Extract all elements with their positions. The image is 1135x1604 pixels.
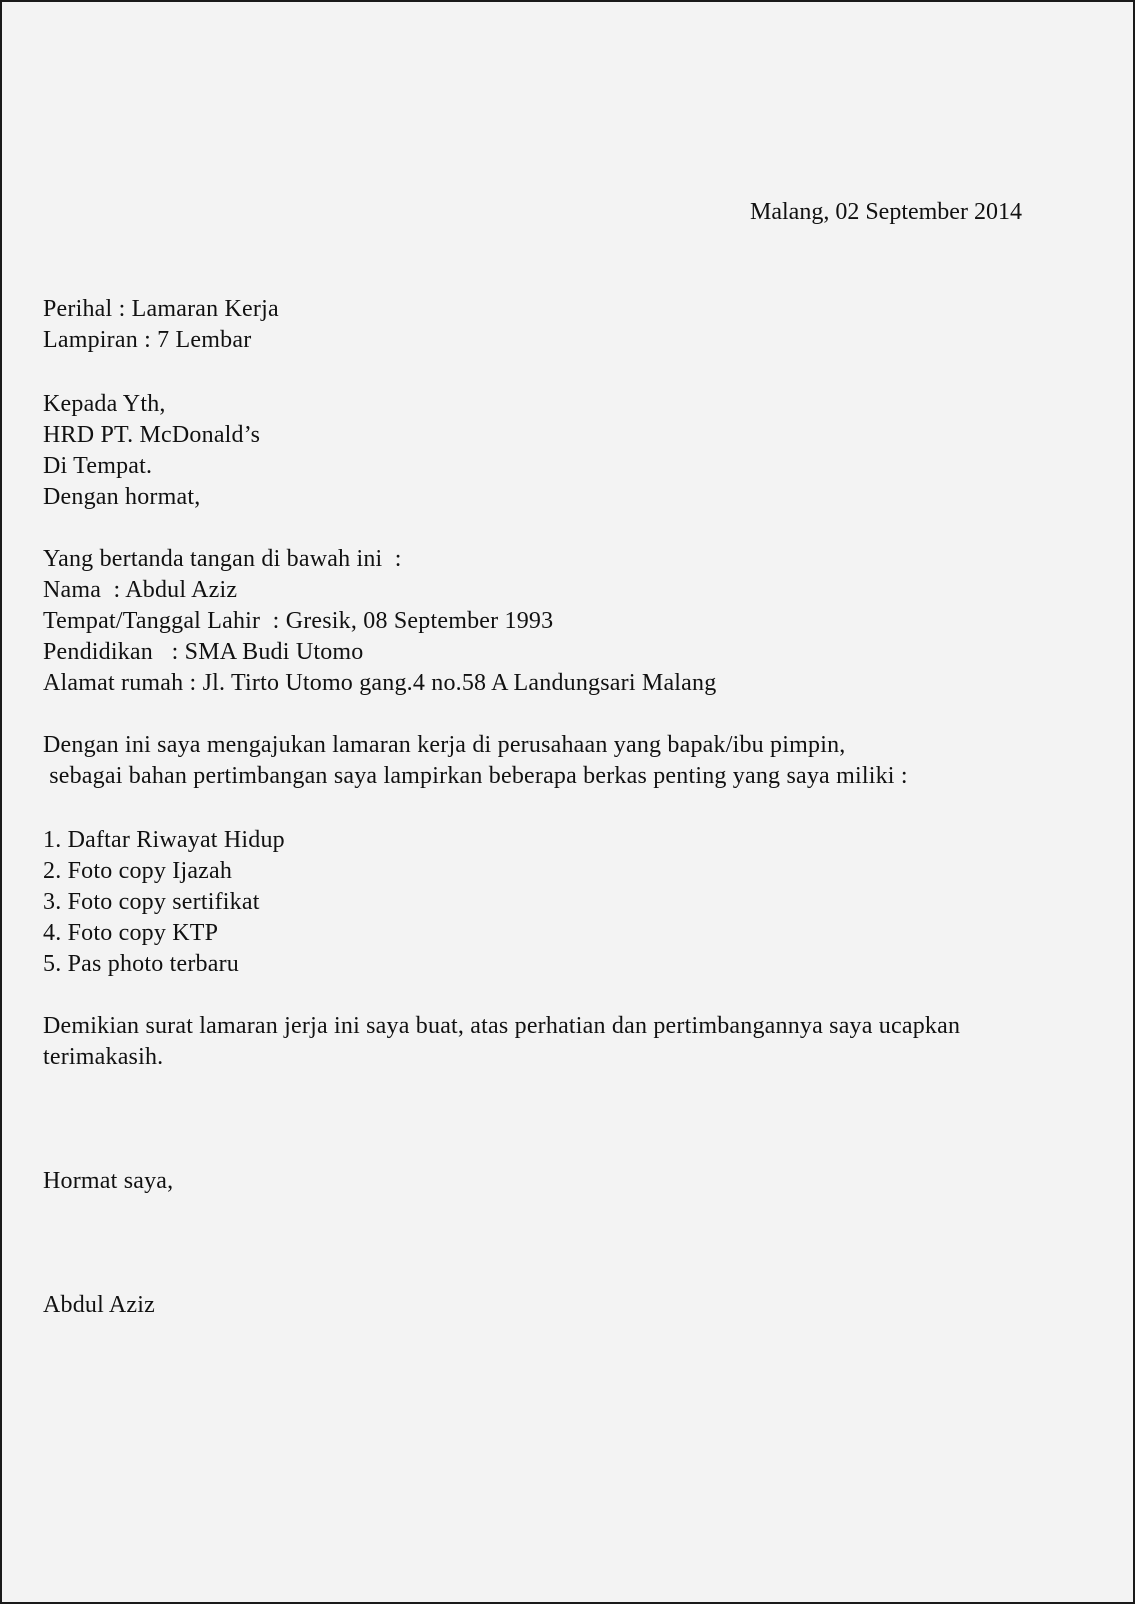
applicant-address: Alamat rumah : Jl. Tirto Utomo gang.4 no.58 A Landungsari Malang	[43, 670, 717, 696]
body-line-1: Dengan ini saya mengajukan lamaran kerja di perusahaan yang bapak/ibu pimpin,	[43, 732, 846, 758]
place-date: Malang, 02 September 2014	[750, 199, 1022, 225]
intro-line: Yang bertanda tangan di bawah ini :	[43, 546, 402, 572]
body-line-2: sebagai bahan pertimbangan saya lampirkan beberapa berkas penting yang saya miliki :	[43, 763, 908, 789]
sign-off: Hormat saya,	[43, 1168, 174, 1194]
recipient-line-3: Di Tempat.	[43, 453, 153, 479]
recipient-line-2: HRD PT. McDonald’s	[43, 422, 261, 448]
attachment-item: 4. Foto copy KTP	[43, 920, 219, 946]
applicant-education: Pendidikan : SMA Budi Utomo	[43, 639, 364, 665]
closing-line-1: Demikian surat lamaran jerja ini saya buat, atas perhatian dan pertimbangannya saya ucapkan	[43, 1013, 961, 1039]
greeting: Dengan hormat,	[43, 484, 201, 510]
applicant-name: Nama : Abdul Aziz	[43, 577, 238, 603]
attachment-item: 5. Pas photo terbaru	[43, 951, 239, 977]
signature-name: Abdul Aziz	[43, 1292, 155, 1318]
applicant-birth: Tempat/Tanggal Lahir : Gresik, 08 September 1993	[43, 608, 554, 634]
attachment-item: 2. Foto copy Ijazah	[43, 858, 233, 884]
subject-line: Perihal : Lamaran Kerja	[43, 296, 279, 322]
recipient-line-1: Kepada Yth,	[43, 391, 166, 417]
attachment-count-line: Lampiran : 7 Lembar	[43, 327, 252, 353]
closing-line-2: terimakasih.	[43, 1044, 164, 1070]
attachment-item: 1. Daftar Riwayat Hidup	[43, 827, 285, 853]
attachment-item: 3. Foto copy sertifikat	[43, 889, 260, 915]
